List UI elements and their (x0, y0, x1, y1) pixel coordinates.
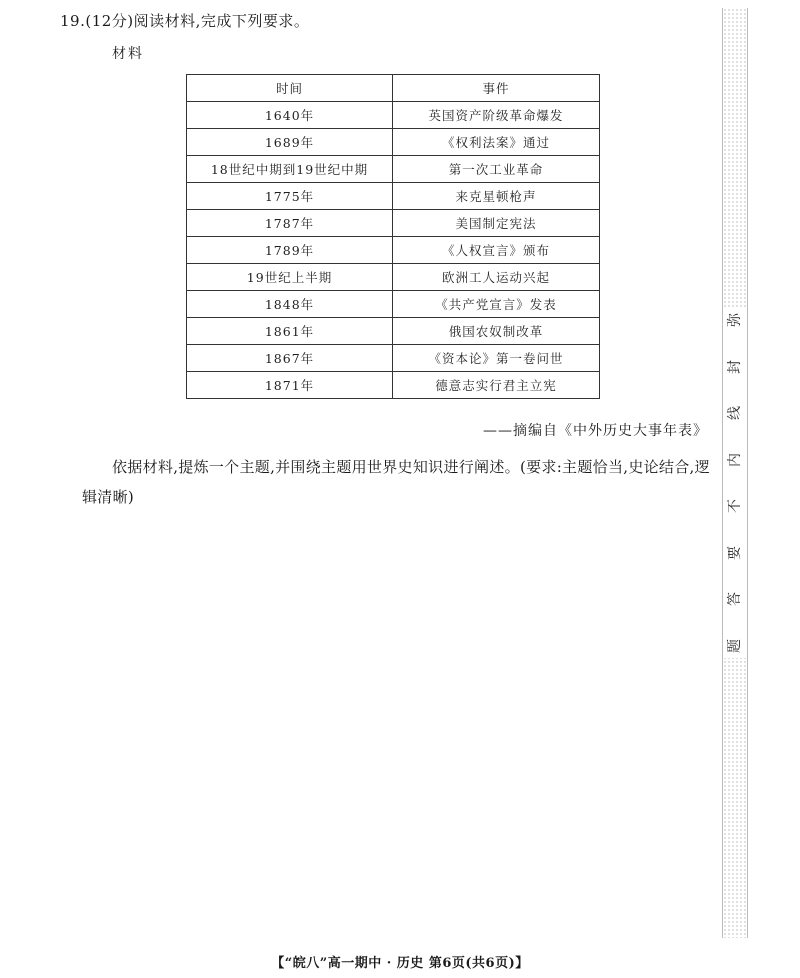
time-cell: 1775年 (187, 183, 393, 210)
time-cell: 1861年 (187, 318, 393, 345)
table-row (187, 318, 600, 345)
header-event: 事件 (393, 75, 600, 102)
source-citation: ——摘编自《中外历史大事年表》 (483, 423, 708, 439)
table-row (187, 237, 600, 264)
time-cell: 19世纪上半期 (187, 264, 393, 291)
binding-char: 内 (727, 452, 743, 467)
question-title: 19.(12分)阅读材料,完成下列要求。 (60, 12, 310, 30)
event-cell: 德意志实行君主立宪 (393, 372, 600, 399)
event-cell: 《权利法案》通过 (393, 129, 600, 156)
binding-char: 不 (727, 499, 743, 514)
time-cell: 1867年 (187, 345, 393, 372)
time-cell: 1871年 (187, 372, 393, 399)
time-cell: 1848年 (187, 291, 393, 318)
table-row (187, 183, 600, 210)
table-row (187, 291, 600, 318)
table-row (187, 264, 600, 291)
binding-char: 弥 (727, 313, 743, 327)
table-row (187, 345, 600, 372)
time-cell: 18世纪中期到19世纪中期 (187, 156, 393, 183)
table-row (187, 372, 600, 399)
binding-char: 答 (727, 592, 743, 607)
event-cell: 欧洲工人运动兴起 (393, 264, 600, 291)
event-cell: 第一次工业革命 (393, 156, 600, 183)
table-row (187, 129, 600, 156)
binding-char: 线 (727, 406, 743, 421)
binding-char: 封 (727, 359, 743, 374)
event-cell: 《共产党宣言》发表 (393, 291, 600, 318)
event-cell: 《人权宣言》颁布 (393, 237, 600, 264)
binding-char: 要 (727, 545, 743, 560)
time-cell: 1689年 (187, 129, 393, 156)
binding-strip (722, 8, 748, 938)
table-row (187, 102, 600, 129)
event-cell: 俄国农奴制改革 (393, 318, 600, 345)
table-row (187, 156, 600, 183)
time-cell: 1640年 (187, 102, 393, 129)
page-footer: 【“皖八”高一期中 · 历史 第6页(共6页)】 (271, 956, 529, 971)
event-cell: 来克星顿枪声 (393, 183, 600, 210)
timeline-table (186, 74, 600, 399)
binding-notice (723, 308, 747, 658)
table-header-row (187, 75, 600, 102)
material-label: 材料 (112, 46, 144, 62)
table-row (187, 210, 600, 237)
event-cell: 英国资产阶级革命爆发 (393, 102, 600, 129)
question-prompt: 依据材料,提炼一个主题,并围绕主题用世界史知识进行阐述。(要求:主题恰当,史论结合,逻辑清晰) (82, 458, 710, 506)
time-cell: 1787年 (187, 210, 393, 237)
event-cell: 《资本论》第一卷问世 (393, 345, 600, 372)
time-cell: 1789年 (187, 237, 393, 264)
binding-char: 题 (727, 638, 743, 653)
event-cell: 美国制定宪法 (393, 210, 600, 237)
header-time: 时间 (187, 75, 393, 102)
